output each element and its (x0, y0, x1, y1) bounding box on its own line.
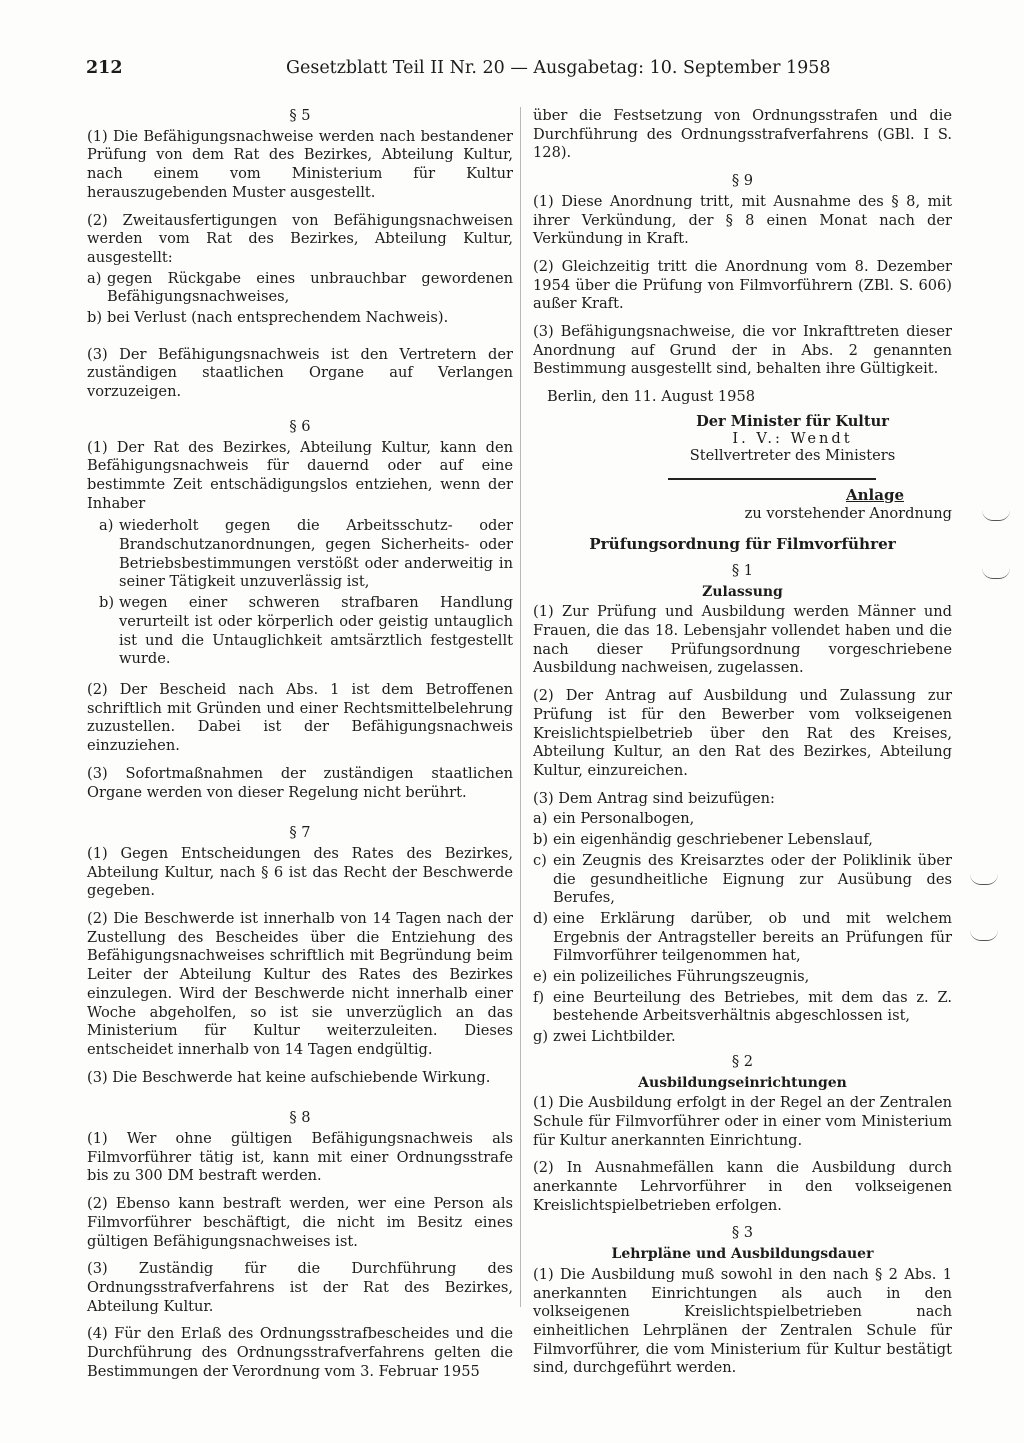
list-item: a) gegen Rückgabe eines unbrauchbar gewordenen Befähigungsnachweises, (87, 269, 513, 306)
margin-mark (982, 510, 1010, 521)
section-8-heading: § 8 (289, 1109, 311, 1127)
section-9-heading: § 9 (731, 172, 754, 190)
annex-subtitle: zu vorstehender Anordnung (744, 504, 952, 522)
section-7-paragraph-1: (1) Gegen Entscheidungen des Rates des Bezirkes, Abteilung Kultur, nach § 6 ist das Recht der Beschwerde gegeben. (87, 844, 513, 900)
section-6-paragraph-3: (3) Sofortmaßnahmen der zuständigen staatlichen Organe werden von dieser Regelung nicht berührt. (87, 764, 513, 801)
section-5-paragraph-1: (1) Die Befähigungsnachweise werden nach bestandener Prüfung von dem Rat des Bezirkes, Abteilung Kultur, nach einem vom Ministerium für Kultur herauszugebenden Muster ausgestellt. (87, 127, 513, 201)
section-5-paragraph-3: (3) Der Befähigungsnachweis ist den Vertretern der zuständigen staatlichen Organe auf Verlangen vorzuzeigen. (87, 345, 513, 401)
margin-mark (982, 568, 1010, 579)
right-column (533, 107, 952, 1387)
section-9-paragraph-1: (1) Diese Anordnung tritt, mit Ausnahme des § 8, mit ihrer Verkündung, der § 8 einen Monat nach der Verkündung in Kraft. (533, 192, 952, 248)
section-5-paragraph-2: (2) Zweitausfertigungen von Befähigungsnachweisen werden vom Rat des Bezirkes, Abteilung Kultur, ausgestellt: (87, 211, 513, 266)
place-date: Berlin, den 11. August 1958 (547, 388, 756, 406)
annex-section-3-paragraph-1: (1) Die Ausbildung muß sowohl in den nach § 2 Abs. 1 anerkannten Einrichtungen als auch in den volkseigenen Kreislichtspielbetrieben nach einheitlichen Lehrplänen der Zentralen Schule für Filmvorführer, die vom Ministerium für Kultur bestätigt sind, durchgeführt werden. (533, 1265, 952, 1377)
annex-section-2-paragraph-1: (1) Die Ausbildung erfolgt in der Regel an der Zentralen Schule für Filmvorführer oder in einer vom Ministerium für Kultur anerkannten Einrichtung. (533, 1094, 952, 1149)
section-6-heading: § 6 (289, 417, 311, 435)
list-item: a) ein Personalbogen, (533, 810, 695, 828)
signatory-title: Der Minister für Kultur (696, 412, 889, 430)
continuation-paragraph: über die Festsetzung von Ordnungsstrafen und die Durchführung des Ordnungsstrafverfahrens (GBl. I S. 128). (533, 107, 952, 162)
annex-section-1-paragraph-3: (3) Dem Antrag sind beizufügen: (533, 789, 775, 807)
annex-section-3-title: Lehrpläne und Ausbildungsdauer (611, 1246, 874, 1263)
annex-section-1-title: Zulassung (702, 583, 783, 600)
section-8-paragraph-3: (3) Zuständig für die Durchführung des Ordnungsstrafverfahrens ist der Rat des Bezirkes, Abteilung Kultur. (87, 1260, 513, 1315)
list-item: g) zwei Lichtbilder. (533, 1028, 676, 1046)
section-9-paragraph-3: (3) Befähigungsnachweise, die vor Inkrafttreten dieser Anordnung auf Grund der in Abs. 2 genannten Bestimmung ausgestellt sind, behalten ihre Gültigkeit. (533, 323, 952, 378)
section-7-paragraph-2: (2) Die Beschwerde ist innerhalb von 14 Tagen nach der Zustellung des Bescheides über die Entziehung des Befähigungsnachweises schriftlich mit Begründung beim Leiter der Abteilung Kultur des Rates des Bezirkes einzulegen. Wird der Beschwerde nicht innerhalb einer Woche abgeholfen, so ist sie unverzüglich an das Ministerium für Kultur weiterzuleiten. Dieses entscheidet innerhalb von 14 Tagen endgültig. (87, 910, 513, 1058)
section-6-paragraph-2: (2) Der Bescheid nach Abs. 1 ist dem Betroffenen schriftlich mit Gründen und einer Rechtsmittelbelehrung zuzustellen. Dabei ist der Befähigungsnachweis einzuziehen. (87, 680, 513, 755)
section-8-paragraph-1: (1) Wer ohne gültigen Befähigungsnachweis als Filmvorführer tätig ist, kann mit einer Ordnungsstrafe bis zu 300 DM bestraft werden. (87, 1130, 513, 1185)
section-8-paragraph-4: (4) Für den Erlaß des Ordnungsstrafbescheides und die Durchführung des Ordnungsstrafverfahrens gelten die Bestimmungen der Verordnung vom 3. Februar 1955 (87, 1325, 513, 1380)
signature-block (633, 413, 952, 464)
horizontal-rule (668, 478, 876, 480)
list-item: b) wegen einer schweren strafbaren Handlung verurteilt ist oder körperlich oder geistig untauglich ist und die Untauglichkeit amtsärztlich festgestellt wurde. (99, 594, 513, 668)
list-item: f) eine Beurteilung des Betriebes, mit dem das z. Z. bestehende Arbeitsverhältnis abgeschlossen ist, (533, 988, 952, 1025)
left-column (87, 107, 513, 1390)
annex-section-1-paragraph-2: (2) Der Antrag auf Ausbildung und Zulassung zur Prüfung ist für den Bewerber vom volkseigenen Kreislichtspielbetrieb über den Rat des Kreises, Abteilung Kultur, an den Rat des Bezirkes, Abteilung Kultur, einzureichen. (533, 687, 952, 779)
annex-section-1-paragraph-1: (1) Zur Prüfung und Ausbildung werden Männer und Frauen, die das 18. Lebensjahr vollendet haben und die nach dieser Prüfungsordnung vorgeschriebene Ausbildung nachweisen, zugelassen. (533, 603, 952, 677)
annex-section-3-heading: § 3 (731, 1224, 754, 1242)
annex-label: Anlage (846, 485, 904, 504)
margin-mark (970, 930, 998, 941)
section-8-paragraph-2: (2) Ebenso kann bestraft werden, wer eine Person als Filmvorführer beschäftigt, die nicht im Besitz eines gültigen Befähigungsnachweises ist. (87, 1195, 513, 1250)
list-item: d) eine Erklärung darüber, ob und mit welchem Ergebnis der Antragsteller bereits an Prüfungen für Filmvorführer teilgenommen hat, (533, 909, 952, 965)
section-9-paragraph-2: (2) Gleichzeitig tritt die Anordnung vom 8. Dezember 1954 über die Prüfung von Filmvorführern (ZBl. S. 606) außer Kraft. (533, 257, 952, 313)
annex-section-2-title: Ausbildungseinrichtungen (638, 1074, 847, 1091)
page-header (86, 58, 831, 84)
list-item: b) bei Verlust (nach entsprechendem Nachweis). (87, 309, 449, 327)
list-item: b) ein eigenhändig geschriebener Lebenslauf, (533, 831, 873, 849)
list-item: a) wiederholt gegen die Arbeitsschutz- oder Brandschutzanordnungen, gegen Sicherheits- oder Betriebsbestimmungen verstößt oder anderweitig in seiner Tätigkeit unzuverlässig ist, (99, 517, 513, 591)
section-5-heading: § 5 (289, 107, 311, 124)
section-7-heading: § 7 (289, 824, 311, 842)
gazette-title: Gesetzblatt Teil II Nr. 20 — Ausgabetag: 10. September 1958 (286, 58, 831, 78)
annex-section-1-heading: § 1 (731, 561, 754, 579)
signatory-role: Stellvertreter des Ministers (689, 446, 896, 464)
margin-mark (970, 874, 998, 885)
annex-title: Prüfungsordnung für Filmvorführer (589, 535, 896, 554)
annex-section-2-paragraph-2: (2) In Ausnahmefällen kann die Ausbildung durch anerkannte Lehrvorführer in den volkseigenen Kreislichtspielbetrieben erfolgen. (533, 1159, 952, 1214)
page-number: 212 (86, 58, 123, 78)
section-6-paragraph-1: (1) Der Rat des Bezirkes, Abteilung Kultur, kann den Befähigungsnachweis für dauernd oder auf eine bestimmte Zeit entschädigungslos entziehen, wenn der Inhaber (87, 438, 513, 512)
annex-section-2-heading: § 2 (731, 1052, 754, 1070)
signatory-name: I. V.: Wendt (732, 429, 853, 447)
column-divider (520, 107, 521, 1307)
list-item: e) ein polizeiliches Führungszeugnis, (533, 968, 810, 986)
section-7-paragraph-3: (3) Die Beschwerde hat keine aufschiebende Wirkung. (87, 1068, 491, 1086)
list-item: c) ein Zeugnis des Kreisarztes oder der Poliklinik über die gesundheitliche Eignung zur Ausübung des Berufes, (533, 851, 952, 907)
